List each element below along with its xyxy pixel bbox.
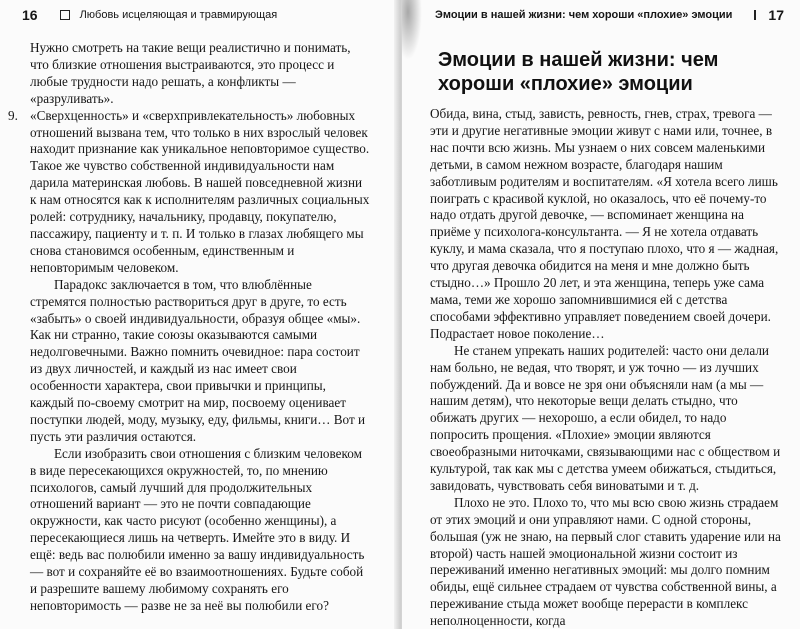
left-body-text bbox=[8, 40, 370, 615]
left-page-header bbox=[22, 7, 386, 23]
paragraph: «Сверхценность» и «сверхпривлекательность» любовных отношений вызвана тем, что только в них взрослый человек находит признание как уникальное неповторимое существо. Такое же чувство собственной индивидуальности нам дарила материнская любовь. В нашей повседневной жизни к нам относятся как к исполнителям различных социальных ролей: сотруднику, начальнику, продавцу, покупателю, пассажиру, пациенту и т. п. И только в глазах любящего мы снова становимся особенным, единственным и неповторимым человеком. bbox=[30, 107, 370, 275]
paragraph: Не станем упрекать наших родителей: часто они делали нам больно, не ведая, что творят, и уж точно — из лучших побуждений. Да и вовсе не зря они объясняли нам (а мы — нашим детям), что некоторые вещи делать стыдно, что обижать других — нехорошо, а если обидел, то надо попросить прощения. «Плохие» эмоции являются своеобразными ниточками, связывающими нас с обществом и культурой, так как мы с детства умеем обижаться, стыдиться, завидовать, чувствовать себя виноватыми и т. д. bbox=[430, 342, 781, 493]
right-running-head: Эмоции в нашей жизни: чем хороши «плохие» эмоции bbox=[435, 9, 733, 21]
section-title: Эмоции в нашей жизни: чем хороши «плохие» эмоции bbox=[438, 49, 719, 95]
paragraph: Обида, вина, стыд, зависть, ревность, гнев, страх, тревога — эти и другие негативные эмоции живут с нами или, точнее, в нас почти всю жизнь. Мы узнаем о них совсем маленькими детьми, в самом нежном возрасте, благодаря нашим заботливым родителям и воспитателям. «Я хотела всего лишь поиграть с красивой куклой, но оказалось, что её почему-то надо отдать другой девочке, — вспоминает женщина на приёме у психолога-консультанта. — Я не хотела отдавать куклу, и мама сказала, что я поступаю плохо, что я — жадная, что другая девочка обидится на меня и мне должно быть стыдно…» Прошло 20 лет, и эта женщина, теперь уже сама мама, теми же хорошо запомнившимися ей с детства способами эффективно управляет поведением своей дочери. Подрастает новое поколение… bbox=[430, 106, 779, 341]
paragraph: Если изобразить свои отношения с близким человеком в виде пересекающихся окружностей, то, по мнению психологов, самый лучший для продолжительных отношений вариант — это не почти совпадающие окружности, как часто рисуют (особенно женщины), а пересекающиеся лишь на четверть. Имейте это в виду. И ещё: ведь вас полюбили именно за вашу индивидуальность — вот и сохраняйте её во взаимоотношениях. Будьте собой и разрешите вашему любимому сохранять его неповторимость — разве не за неё вы полюбили его? bbox=[30, 445, 365, 613]
right-page-number: 17 bbox=[768, 7, 784, 23]
left-page bbox=[0, 0, 398, 629]
header-square-icon bbox=[754, 10, 756, 20]
header-square-icon bbox=[60, 10, 70, 20]
left-running-head: Любовь исцеляющая и травмирующая bbox=[79, 9, 278, 21]
paragraph: Нужно смотреть на такие вещи реалистично и понимать, что близкие отношения выстраиваются, это процесс и любые трудности надо решать, а конфликты — «разруливать». bbox=[30, 40, 351, 106]
left-page-number: 16 bbox=[22, 7, 38, 23]
paragraph: Парадокс заключается в том, что влюблённые стремятся полностью раствориться друг в друге, то есть «забыть» о своей индивидуальности, образуя общее «мы». Как ни странно, такие союзы оказываются самыми недолговечными. Важно помнить очевидное: пара состоит из двух личностей, и каждый из нас имеет свои особенности характера, свои привычки и принципы, каждый по-своему смотрит на мир, посвоему оценивает поступки людей, моду, музыку, еду, фильмы, книги… Вот и пусть эти различия остаются. bbox=[30, 276, 366, 444]
paragraph: Плохо не это. Плохо то, что мы всю свою жизнь страдаем от этих эмоций и они управляют нами. С одной стороны, большая (уж не знаю, на первый слог ставить ударение или на второй) часть нашей эмоциональной жизни состоит из переживаний именно негативных эмоций: мы долго помним обиды, ещё сильнее страдаем от чувства собственной вины, а переживание стыда может вообще перерасти в комплекс неполноценности, когда bbox=[430, 494, 781, 629]
right-body-text bbox=[430, 106, 784, 630]
right-page bbox=[402, 0, 800, 629]
list-item-9 bbox=[8, 107, 370, 277]
list-item-number: 9. bbox=[8, 107, 18, 123]
scan-blot bbox=[402, 0, 422, 60]
right-page-header bbox=[436, 7, 784, 23]
